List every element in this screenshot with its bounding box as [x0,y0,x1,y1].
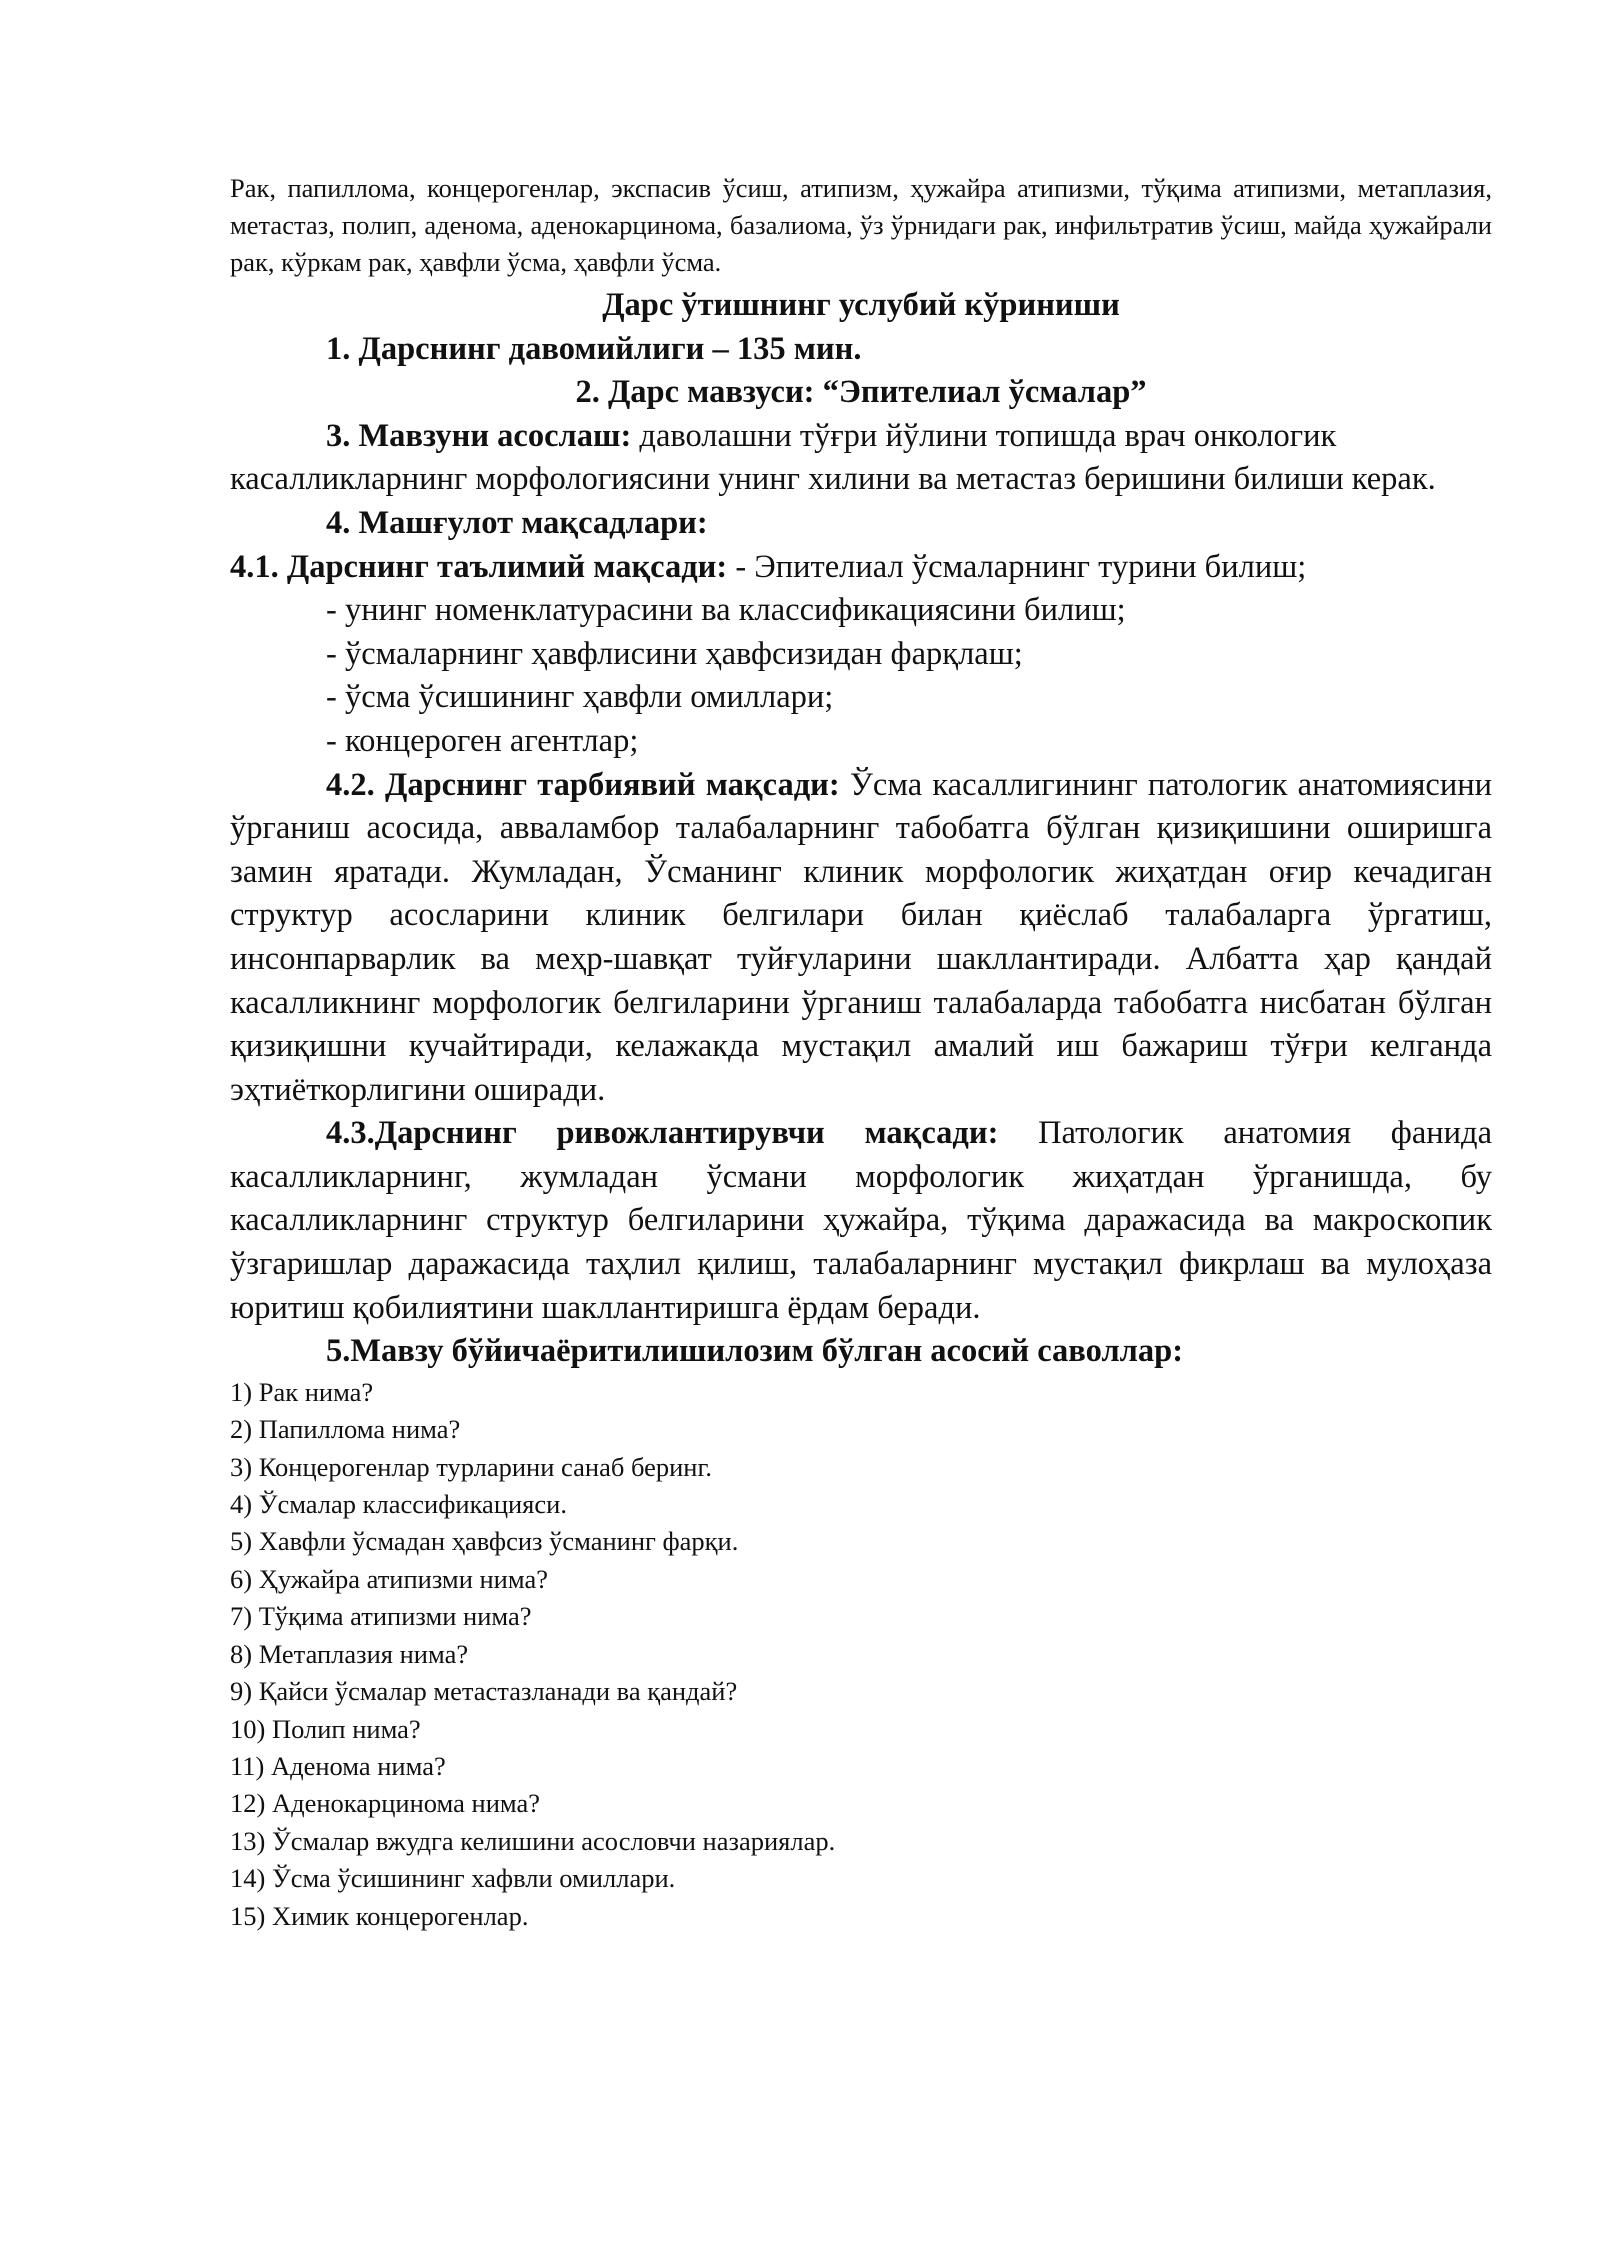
question-item: 2) Папиллома нима? [230,1414,461,1445]
questions-list [230,1374,1492,1935]
topic-rationale [230,415,1492,502]
topic-rationale-label: 3. Мавзуни асослаш: [326,417,632,454]
educational-goal-bullet: - ўсмаларнинг ҳавфлисини ҳавфсизидан фарқлаш; [326,635,1023,672]
upbringing-goal-text: Ўсма касаллигининг патологик анатомиясини ўрганиш асосида, авваламбор талабаларнинг табобатга бўлган қизиқишини оширишга замин яратади. Жумладан, Ўсманинг клиник морфологик жиҳатдан оғир кечадиган структур асосларини клиник белгилари билан қиёслаб талабаларга ўргатиш, инсонпарварлик ва меҳр-шавқат туйғуларини шакллантиради. Албатта ҳар қандай касалликнинг морфологик белгиларини ўрганиш талабаларда табобатга нисбатан бўлган қизиқишни кучайтиради, келажакда мустақил амалий иш бажариш тўғри келганда эҳтиёткорлигини оширади. [230,766,1492,1108]
question-item: 9) Қайси ўсмалар метастазланади ва қандай? [230,1676,738,1707]
lesson-goals-heading: 4. Машғулот мақсадлари: [326,504,708,541]
question-item: 11) Аденома нима? [230,1750,446,1781]
topic-rationale-text: даволашни тўғри йўлини топишда врач онкологик касалликларнинг морфологиясини унинг хилини ва метастаз беришини билиши керак. [230,417,1436,498]
question-item: 15) Химик концерогенлар. [230,1900,529,1931]
questions-heading: 5.Мавзу бўйичаёритилишилозим бўлган асосий саволлар: [326,1333,1184,1370]
section-title: Дарс ўтишнинг услубий кўриниши [602,287,1120,323]
developmental-goal-text: Патологик анатомия фанида касалликларнинг, жумладан ўсмани морфологик жиҳатдан ўрганишда, бу касалликларнинг структур белгиларини ҳужайра, тўқима даражасида ва макроскопик ўзгаришлар даражасида таҳлил қилиш, талабаларнинг мустақил фикрлаш ва мулоҳаза юритиш қобилиятини шакллантиришга ёрдам беради. [230,1115,1493,1326]
upbringing-goal [230,764,1492,1113]
question-item: 6) Ҳужайра атипизми нима? [230,1563,548,1594]
question-item: 8) Метаплазия нима? [230,1638,469,1669]
educational-goal-text: - Эпителиал ўсмаларнинг турини билиш; [727,548,1307,585]
developmental-goal [230,1112,1492,1330]
educational-goal [230,546,1492,590]
question-item: 3) Концерогенлар турларини санаб беринг. [230,1451,712,1482]
lesson-topic: 2. Дарс мавзуси: “Эпителиал ўсмалар” [575,374,1147,411]
educational-goal-bullet: - ўсма ўсишининг ҳавфли омиллари; [326,679,834,716]
lesson-duration: 1. Дарснинг давомийлиги – 135 мин. [326,330,862,367]
question-item: 12) Аденокарцинома нима? [230,1788,540,1819]
educational-goal-label: 4.1. Дарснинг таълимий мақсади: [230,548,728,585]
educational-goal-bullet: - унинг номенклатурасини ва классификациясини билиш; [326,592,1126,629]
question-item: 5) Хавфли ўсмадан ҳавфсиз ўсманинг фарқи. [230,1526,739,1557]
question-item: 1) Рак нима? [230,1376,374,1407]
keywords-paragraph: Рак, папиллома, концерогенлар, экспасив ўсиш, атипизм, ҳужайра атипизми, тўқима атипизми, метаплазия, метастаз, полип, аденома, аденокарцинома, базалиома, ўз ўрнидаги рак, инфильтратив ўсиш, майда ҳужайрали рак, кўркам рак, ҳавфли ўсма, ҳавфли ўсма. [230,173,1492,277]
question-item: 4) Ўсмалар классификацияси. [230,1489,567,1520]
question-item: 14) Ўсма ўсишининг хафвли омиллари. [230,1863,676,1894]
educational-goal-bullet: - концероген агентлар; [326,722,639,759]
question-item: 13) Ўсмалар вжудга келишини асословчи назариялар. [230,1825,836,1856]
developmental-goal-label: 4.3.Дарснинг ривожлантирувчи мақсади: [326,1115,999,1152]
upbringing-goal-label: 4.2. Дарснинг тарбиявий мақсади: [326,766,840,803]
question-item: 7) Тўқима атипизми нима? [230,1601,532,1632]
page-content [230,170,1492,1935]
question-item: 10) Полип нима? [230,1713,421,1744]
